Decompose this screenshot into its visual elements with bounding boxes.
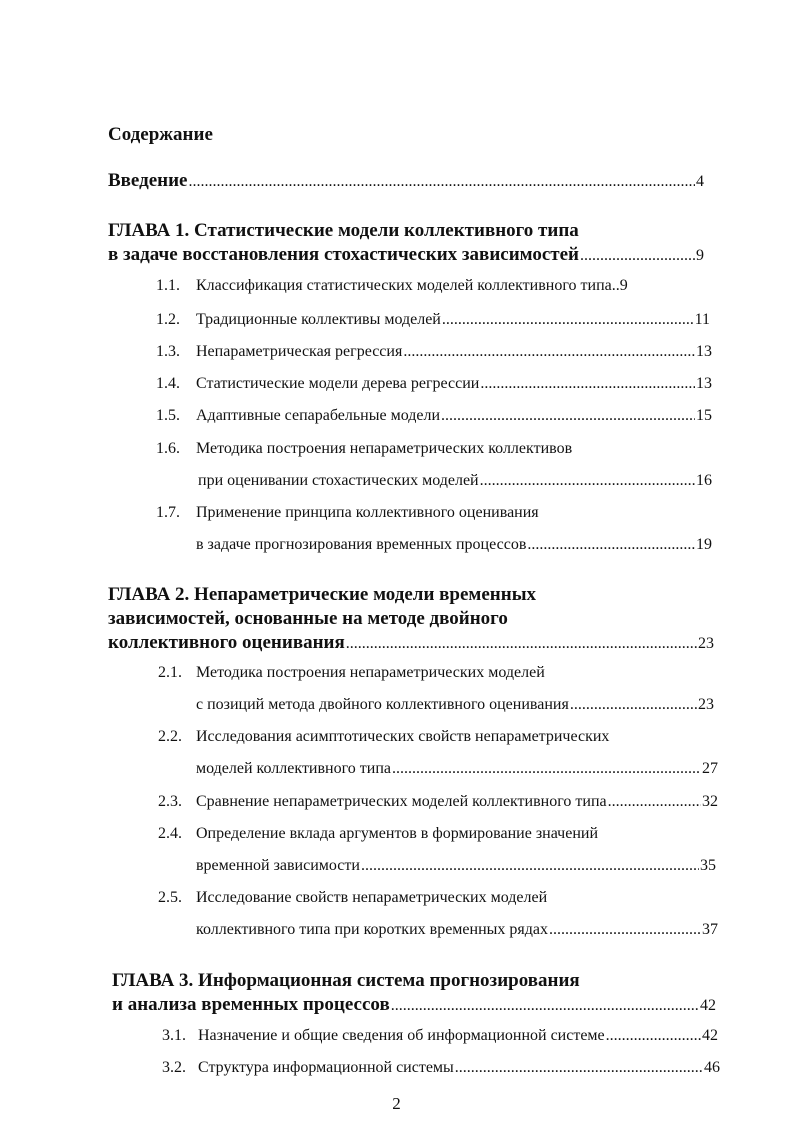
entry-title-line-1: Исследование свойств непараметрических моделей xyxy=(196,889,548,906)
chapter-2-title-line-2: зависимостей, основанные на методе двойного xyxy=(108,608,508,629)
toc-entry-2-3 xyxy=(196,793,718,811)
entry-title-line-2: при оценивании стохастических моделей xyxy=(198,472,479,489)
section-number: 1.4. xyxy=(156,375,180,392)
chapter-1-title-line-2 xyxy=(108,244,704,266)
leader-dots xyxy=(580,247,695,265)
toc-entry-1-3 xyxy=(196,343,712,361)
leader-dots xyxy=(570,696,697,714)
toc-title: Содержание xyxy=(108,124,213,145)
entry-title: Назначение и общие сведения об информационной системе xyxy=(198,1027,605,1044)
section-number: 1.3. xyxy=(156,343,180,360)
leader-dots xyxy=(361,857,699,875)
leader-dots xyxy=(442,311,694,329)
chapter-1-title-line-1: ГЛАВА 1. Статистические модели коллективного типа xyxy=(108,220,579,241)
leader-dots xyxy=(441,407,695,425)
chapter-2-title-line-3 xyxy=(108,632,714,654)
entry-title: в задаче восстановления стохастических зависимостей xyxy=(108,244,579,265)
entry-page: 4 xyxy=(696,173,704,190)
section-number: 2.5. xyxy=(158,889,182,906)
entry-title-line-2: с позиций метода двойного коллективного оценивания xyxy=(196,696,569,713)
entry-page: 9 xyxy=(619,277,628,294)
section-number: 1.5. xyxy=(156,407,180,424)
leader-dots xyxy=(455,1059,703,1077)
entry-title-line-2: моделей коллективного типа xyxy=(196,760,391,777)
entry-title-line-1: Применение принципа коллективного оценивания xyxy=(196,504,539,521)
section-number: 2.4. xyxy=(158,825,182,842)
toc-entry-3-1 xyxy=(198,1027,718,1045)
entry-page: 16 xyxy=(696,472,712,489)
entry-page: 35 xyxy=(700,857,716,874)
entry-page: 42 xyxy=(700,997,716,1014)
page-number: 2 xyxy=(392,1094,401,1113)
toc-entry-3-2 xyxy=(198,1059,720,1077)
entry-title: Сравнение непараметрических моделей коллективного типа xyxy=(196,793,607,810)
toc-entry-intro xyxy=(108,170,704,192)
toc-entry-1-5 xyxy=(196,407,712,425)
entry-page: 19 xyxy=(696,536,712,553)
entry-page: 23 xyxy=(698,696,714,713)
toc-entry-1-4 xyxy=(196,375,712,393)
entry-title-line-2: коллективного типа при коротких временных рядах xyxy=(196,921,548,938)
entry-title: и анализа временных процессов xyxy=(112,994,390,1015)
entry-page: 42 xyxy=(702,1027,718,1044)
leader-dots xyxy=(392,760,701,778)
entry-title: Статистические модели дерева регрессии xyxy=(196,375,480,392)
entry-title: Адаптивные сепарабельные модели xyxy=(196,407,441,424)
leader-dots xyxy=(606,1027,701,1045)
section-number: 3.1. xyxy=(162,1027,186,1044)
entry-page: 37 xyxy=(702,921,718,938)
section-number: 3.2. xyxy=(162,1059,186,1076)
toc-entry-2-4 xyxy=(196,857,716,875)
section-number: 1.7. xyxy=(156,504,180,521)
leader-dots xyxy=(480,375,695,393)
toc-entry-1-2 xyxy=(196,311,710,329)
leader-dots xyxy=(403,343,695,361)
entry-page: 9 xyxy=(696,247,704,264)
entry-title-line-2: временной зависимости xyxy=(196,857,360,874)
entry-page: 32 xyxy=(702,793,718,810)
section-number: 1.6. xyxy=(156,440,180,457)
entry-title: Введение xyxy=(108,170,188,191)
section-number: 2.2. xyxy=(158,728,182,745)
entry-title: Классификация статистических моделей коллективного типа.. xyxy=(196,277,620,294)
entry-title-line-1: Исследования асимптотических свойств непараметрических xyxy=(196,728,610,745)
toc-entry-1-7 xyxy=(196,536,712,554)
toc-entry-2-2 xyxy=(196,760,718,778)
section-number: 1.1. xyxy=(156,277,180,294)
toc-entry-2-5 xyxy=(196,921,718,939)
leader-dots xyxy=(391,997,699,1015)
entry-title-line-1: Методика построения непараметрических моделей xyxy=(196,664,545,681)
chapter-2-title-line-1: ГЛАВА 2. Непараметрические модели временных xyxy=(108,584,537,605)
entry-page: 27 xyxy=(702,760,718,777)
chapter-3-title-line-2 xyxy=(112,994,716,1016)
entry-title: Структура информационной системы xyxy=(198,1059,454,1076)
chapter-3-title-line-1: ГЛАВА 3. Информационная система прогнозирования xyxy=(112,970,580,991)
leader-dots xyxy=(549,921,701,939)
entry-title-line-2: в задаче прогнозирования временных процессов xyxy=(196,536,527,553)
entry-page: 46 xyxy=(704,1059,720,1076)
section-number: 2.1. xyxy=(158,664,182,681)
entry-page: 15 xyxy=(696,407,712,424)
leader-dots xyxy=(346,635,697,653)
toc-entry-2-1 xyxy=(196,696,714,714)
leader-dots xyxy=(608,793,701,811)
leader-dots xyxy=(480,472,695,490)
entry-title-line-1: Определение вклада аргументов в формирование значений xyxy=(196,825,599,842)
entry-page: 11 xyxy=(694,311,710,328)
toc-entry-1-1 xyxy=(196,277,704,295)
section-number: 1.2. xyxy=(156,311,180,328)
entry-title: Непараметрическая регрессия xyxy=(196,343,403,360)
entry-page: 13 xyxy=(696,375,712,392)
entry-title: коллективного оценивания xyxy=(108,632,345,653)
leader-dots xyxy=(527,536,695,554)
entry-page: 23 xyxy=(698,635,714,652)
section-number: 2.3. xyxy=(158,793,182,810)
entry-page: 13 xyxy=(696,343,712,360)
toc-entry-1-6 xyxy=(196,472,712,490)
leader-dots xyxy=(189,173,696,191)
entry-title: Традиционные коллективы моделей xyxy=(196,311,441,328)
entry-title-line-1: Методика построения непараметрических коллективов xyxy=(196,440,573,457)
